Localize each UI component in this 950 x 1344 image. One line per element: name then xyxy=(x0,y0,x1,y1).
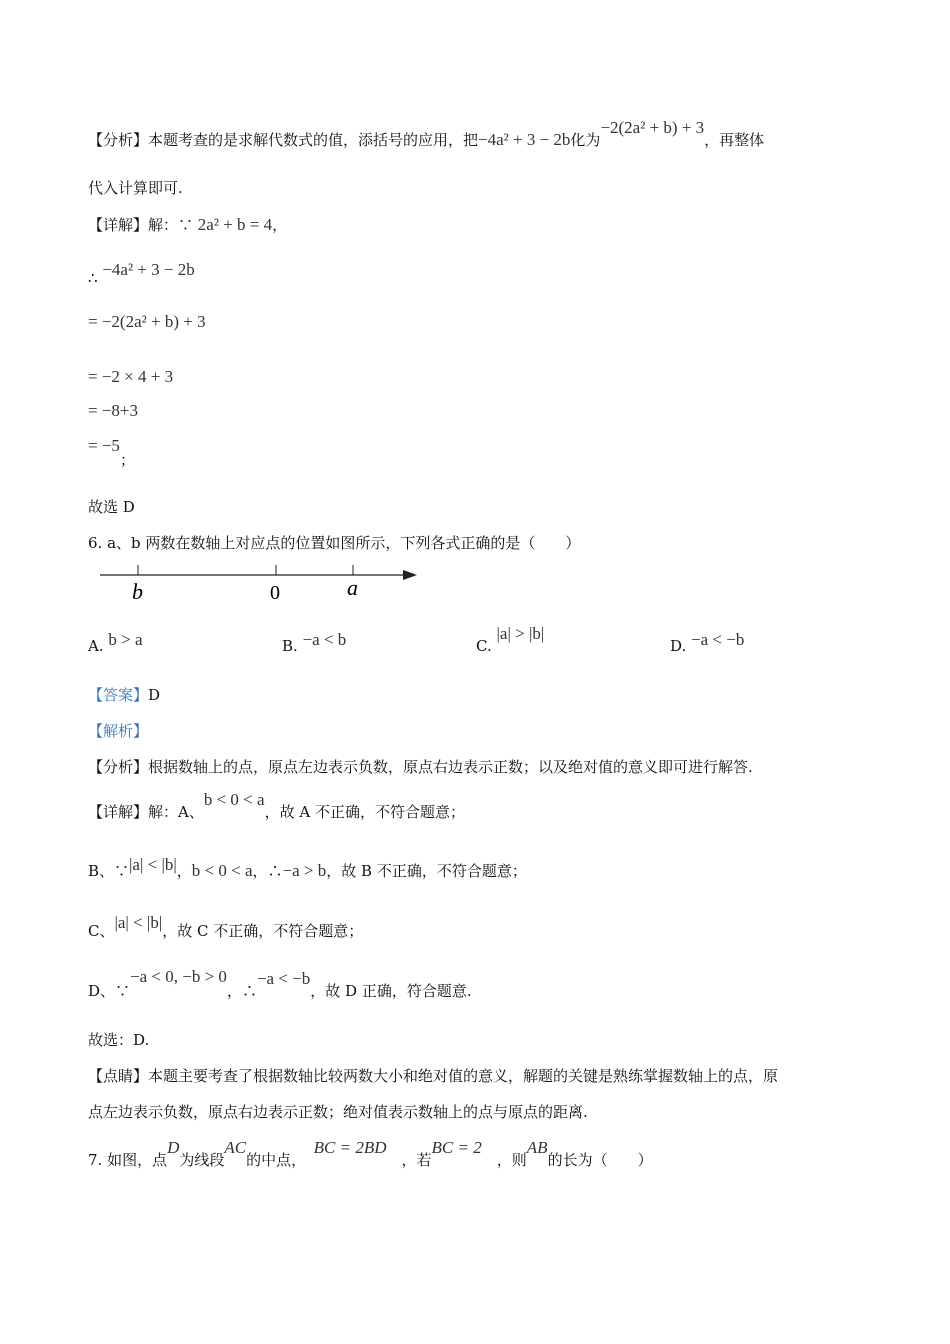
text: ，∴ xyxy=(226,982,257,1000)
math: |a| < |b| xyxy=(114,913,163,932)
math: −4a² + 3 − 2b xyxy=(102,260,195,279)
text: D、∵ xyxy=(88,982,131,1000)
q5-step-final xyxy=(88,436,135,469)
text: 【详解】解：A、 xyxy=(88,803,204,821)
text: 的中点， xyxy=(246,1151,299,1169)
option-b[interactable] xyxy=(282,630,347,656)
option-c[interactable] xyxy=(476,624,545,656)
math: b < 0 < a xyxy=(203,790,265,809)
text: B、∵ xyxy=(88,862,130,880)
math: b > a xyxy=(108,630,143,649)
option-letter: D. xyxy=(670,637,687,655)
text: ，再整体 xyxy=(704,131,765,149)
q5-step: = −8+3 xyxy=(88,401,139,420)
therefore-symbol: ∴ xyxy=(88,269,98,287)
q6-answer xyxy=(88,685,160,705)
option-letter: A. xyxy=(88,637,104,655)
axis-arrow xyxy=(403,570,417,580)
answer-value: D xyxy=(148,686,161,704)
text: 7. 如图，点 xyxy=(88,1151,168,1169)
math: −a < 0, −b > 0 xyxy=(130,967,227,986)
text: ， xyxy=(272,216,288,234)
text: 的长为（ ） xyxy=(547,1151,653,1169)
q6-detail-d xyxy=(88,967,472,1001)
q6-detail-a xyxy=(88,790,465,822)
text: 化为 xyxy=(570,131,601,149)
text: ，故 C 不正确，不符合题意； xyxy=(162,922,364,940)
text: ，故 D 正确，符合题意. xyxy=(310,982,472,1000)
q5-choice: 故选 D xyxy=(88,498,135,516)
math: = −5 xyxy=(88,436,120,455)
q5-analysis-line1 xyxy=(88,118,765,150)
q5-detail xyxy=(88,215,287,235)
text: ，故 B 不正确，不符合题意； xyxy=(326,862,527,880)
q5-therefore xyxy=(88,260,195,287)
math: −a < −b xyxy=(691,630,745,649)
text: ； xyxy=(119,451,135,469)
text: 【分析】本题考查的是求解代数式的值，添括号的应用，把 xyxy=(88,131,479,149)
text: ，∴ xyxy=(252,862,283,880)
text: 【详解】解：∵ xyxy=(88,216,194,234)
text: ，若 xyxy=(401,1151,432,1169)
math: BC = 2 xyxy=(431,1138,482,1157)
math: 2a² + b = 4 xyxy=(197,215,273,234)
q6-detail-b xyxy=(88,855,527,881)
text: C、 xyxy=(88,922,115,940)
math: |a| < |b| xyxy=(129,855,177,874)
math: −a < −b xyxy=(256,969,311,988)
answer-label: 【答案】 xyxy=(88,686,149,704)
math: −4a² + 3 − 2b xyxy=(478,130,571,149)
q6-detail-c xyxy=(88,913,364,941)
q7-stem xyxy=(88,1138,653,1170)
text: ，则 xyxy=(496,1151,527,1169)
q6-comment-2: 点左边表示负数，原点右边表示正数；绝对值表示数轴上的点与原点的距离. xyxy=(88,1103,588,1121)
math: AC xyxy=(224,1138,247,1157)
math: AB xyxy=(526,1138,548,1157)
text: ，故 A 不正确，不符合题意； xyxy=(264,803,465,821)
math: b < 0 < a xyxy=(191,861,253,880)
label-0: 0 xyxy=(270,582,280,604)
math: D xyxy=(167,1138,180,1157)
option-a[interactable] xyxy=(88,630,143,656)
q6-jiexi: 【解析】 xyxy=(88,722,149,740)
math: |a| > |b| xyxy=(496,624,545,643)
number-line xyxy=(95,560,425,605)
label-b: b xyxy=(132,579,143,604)
q5-step: = −2(2a² + b) + 3 xyxy=(88,312,206,331)
q6-choice: 故选：D. xyxy=(88,1031,150,1049)
text: 为线段 xyxy=(179,1151,225,1169)
option-letter: C. xyxy=(476,637,492,655)
option-letter: B. xyxy=(282,637,298,655)
option-d[interactable] xyxy=(670,630,745,656)
label-a: a xyxy=(347,575,358,600)
q6-comment-1: 【点睛】本题主要考查了根据数轴比较两数大小和绝对值的意义，解题的关键是熟练掌握数轴上的点，原 xyxy=(88,1067,779,1085)
q6-stem: 6. a、b 两数在数轴上对应点的位置如图所示，下列各式正确的是（ ） xyxy=(88,534,581,552)
math: −2(2a² + b) + 3 xyxy=(600,118,705,137)
q5-step: = −2 × 4 + 3 xyxy=(88,367,174,386)
math: −a < b xyxy=(302,630,347,649)
q5-analysis-line2: 代入计算即可. xyxy=(88,179,183,197)
math: BC = 2BD xyxy=(313,1138,387,1157)
math: −a > b xyxy=(282,861,327,880)
q6-analysis: 【分析】根据数轴上的点，原点左边表示负数，原点右边表示正数；以及绝对值的意义即可进行解答. xyxy=(88,758,753,776)
text: ， xyxy=(176,862,192,880)
